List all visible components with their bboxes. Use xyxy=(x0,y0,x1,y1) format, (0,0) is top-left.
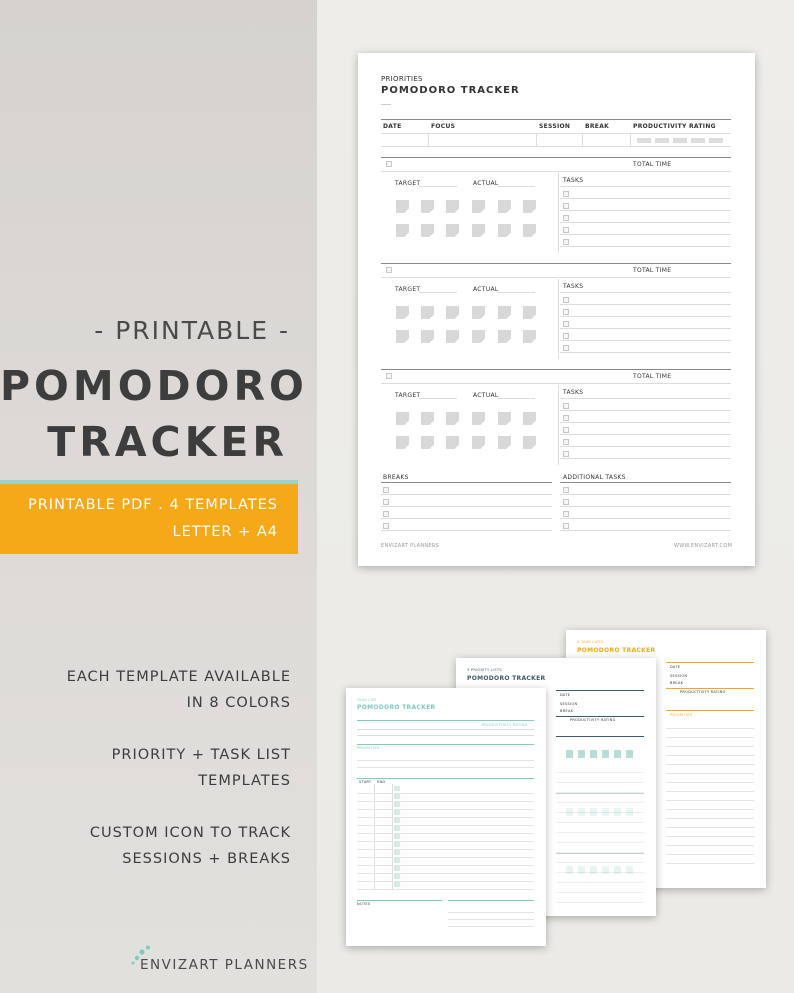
section-checkbox xyxy=(386,267,392,273)
pomodoro-box xyxy=(421,224,434,237)
tasks-label: TASKS xyxy=(563,177,584,184)
mini-middle-rule xyxy=(556,736,644,737)
task-checkbox xyxy=(563,333,569,339)
task-line xyxy=(560,234,731,235)
task-checkbox xyxy=(563,451,569,457)
section-line xyxy=(381,383,731,384)
task-line xyxy=(560,198,731,199)
brand-name: ENVIZART PLANNERS xyxy=(140,957,309,973)
task-line xyxy=(560,458,731,459)
section-checkbox xyxy=(386,373,392,379)
break-checkbox xyxy=(383,487,389,493)
task-line xyxy=(560,328,731,329)
pomodoro-box xyxy=(396,200,409,213)
mini-back-rule xyxy=(666,662,754,663)
total-time-label: TOTAL TIME xyxy=(633,161,672,168)
actual-label: ACTUAL xyxy=(473,180,499,187)
pomodoro-box xyxy=(498,200,511,213)
additional-tasks-label: ADDITIONAL TASKS xyxy=(563,474,626,481)
col-rating: PRODUCTIVITY RATING xyxy=(633,123,716,130)
pomodoro-box xyxy=(498,306,511,319)
pomodoro-box xyxy=(472,436,485,449)
col-session: SESSION xyxy=(539,123,571,130)
task-line xyxy=(560,246,731,247)
additional-tasks-rule xyxy=(560,482,731,483)
column-divider xyxy=(558,279,559,359)
task-line xyxy=(560,446,731,447)
main-template-sheet xyxy=(358,53,755,566)
task-checkbox xyxy=(563,227,569,233)
task-checkbox xyxy=(563,191,569,197)
mini-back-rating: PRODUCTIVITY RATING xyxy=(680,690,726,694)
column-divider xyxy=(558,173,559,253)
mini-middle-rule xyxy=(556,690,644,691)
break-line xyxy=(381,494,552,495)
banner-line-1: PRINTABLE PDF . 4 TEMPLATES xyxy=(27,497,278,513)
task-checkbox xyxy=(563,203,569,209)
task-checkbox xyxy=(563,439,569,445)
task-line xyxy=(560,304,731,305)
pomodoro-box xyxy=(446,436,459,449)
pomodoro-box xyxy=(446,224,459,237)
task-line xyxy=(560,222,731,223)
mini-front-rule xyxy=(357,900,442,901)
feature-icons-line-2: SESSIONS + BREAKS xyxy=(122,851,291,867)
target-label: TARGET xyxy=(395,180,421,187)
target-label: TARGET xyxy=(395,392,421,399)
additional-task-checkbox xyxy=(563,499,569,505)
title-line-2: TRACKER xyxy=(47,418,288,466)
task-line xyxy=(560,434,731,435)
actual-label: ACTUAL xyxy=(473,286,499,293)
mini-front-priorities: PRIORITIES xyxy=(357,746,380,750)
mini-middle-session: SESSION xyxy=(560,702,578,706)
pomodoro-box xyxy=(446,200,459,213)
additional-task-line xyxy=(560,518,731,519)
task-checkbox xyxy=(563,215,569,221)
task-checkbox xyxy=(563,309,569,315)
pomodoro-box xyxy=(498,330,511,343)
pomodoro-box xyxy=(523,436,536,449)
pomodoro-box xyxy=(421,200,434,213)
task-checkbox xyxy=(563,321,569,327)
header-divider xyxy=(536,133,537,146)
total-time-label: TOTAL TIME xyxy=(633,373,672,380)
task-line xyxy=(560,352,731,353)
banner-line-2: LETTER + A4 xyxy=(172,524,278,540)
mini-front-rule xyxy=(357,720,534,721)
section-rule xyxy=(381,369,731,370)
mini-sheet-task-list xyxy=(346,688,546,946)
sheet-subtitle: PRIORITIES xyxy=(381,75,423,83)
sheet-title: POMODORO TRACKER xyxy=(381,85,520,96)
target-line xyxy=(419,398,457,399)
pomodoro-box xyxy=(498,436,511,449)
break-line xyxy=(381,518,552,519)
target-line xyxy=(419,292,457,293)
break-checkbox xyxy=(383,523,389,529)
pomodoro-box xyxy=(498,224,511,237)
mini-back-lines xyxy=(666,720,754,870)
target-label: TARGET xyxy=(395,286,421,293)
pomodoro-box xyxy=(446,330,459,343)
pomodoro-box xyxy=(472,330,485,343)
task-line xyxy=(560,422,731,423)
task-line xyxy=(560,292,731,293)
pomodoro-box xyxy=(523,224,536,237)
mini-back-title: POMODORO TRACKER xyxy=(577,647,656,654)
mini-front-title: POMODORO TRACKER xyxy=(357,704,436,711)
mini-back-rule xyxy=(666,688,754,689)
feature-colors xyxy=(30,664,291,716)
task-line xyxy=(560,210,731,211)
feature-templates-line-1: PRIORITY + TASK LIST xyxy=(111,747,291,763)
feature-colors-line-1: EACH TEMPLATE AVAILABLE xyxy=(66,669,291,685)
rating-bar-icons xyxy=(637,138,725,143)
task-checkbox xyxy=(563,297,569,303)
task-checkbox xyxy=(563,415,569,421)
header-divider xyxy=(630,133,631,146)
pomodoro-box xyxy=(472,224,485,237)
additional-task-checkbox xyxy=(563,523,569,529)
break-line xyxy=(381,530,552,531)
title-line-1: POMODORO xyxy=(0,362,308,410)
pomodoro-box xyxy=(523,306,536,319)
section-line xyxy=(381,277,731,278)
pomodoro-box xyxy=(523,412,536,425)
task-line xyxy=(560,316,731,317)
pomodoro-box xyxy=(472,306,485,319)
breaks-rule xyxy=(381,482,552,483)
section-checkbox xyxy=(386,161,392,167)
task-line xyxy=(560,398,731,399)
total-time-label: TOTAL TIME xyxy=(633,267,672,274)
pomodoro-box xyxy=(396,330,409,343)
mini-front-rule xyxy=(357,744,534,745)
task-checkbox xyxy=(563,427,569,433)
printable-label: - PRINTABLE - xyxy=(94,316,290,345)
section-rule xyxy=(381,157,731,158)
pomodoro-box xyxy=(523,200,536,213)
mini-middle-lines xyxy=(556,763,644,903)
additional-task-line xyxy=(560,494,731,495)
target-line xyxy=(419,186,457,187)
actual-line xyxy=(497,186,535,187)
mini-front-end: END xyxy=(377,780,386,784)
additional-task-line xyxy=(560,506,731,507)
tasks-label: TASKS xyxy=(563,389,584,396)
feature-icons-line-1: CUSTOM ICON TO TRACK xyxy=(89,825,291,841)
task-line xyxy=(560,340,731,341)
mini-middle-boxes xyxy=(566,750,636,758)
pomodoro-box xyxy=(421,330,434,343)
mini-front-lines xyxy=(357,786,534,890)
mini-back-session: SESSION xyxy=(670,674,688,678)
mini-middle-subtitle: 3 PRIORITY LISTS xyxy=(467,668,502,672)
header-divider xyxy=(428,133,429,146)
pomodoro-box xyxy=(472,412,485,425)
mini-front-rule xyxy=(357,778,534,779)
actual-line xyxy=(497,292,535,293)
feature-templates-line-2: TEMPLATES xyxy=(198,773,291,789)
pomodoro-box xyxy=(396,306,409,319)
pomodoro-box xyxy=(396,436,409,449)
task-checkbox xyxy=(563,239,569,245)
header-rule xyxy=(381,119,731,120)
task-line xyxy=(560,186,731,187)
pomodoro-box xyxy=(446,306,459,319)
mini-front-rule xyxy=(448,900,534,901)
section-line xyxy=(381,171,731,172)
mini-back-break: BREAK xyxy=(670,681,684,685)
column-divider xyxy=(558,385,559,465)
pomodoro-box xyxy=(498,412,511,425)
mini-front-priority-lines xyxy=(357,754,534,774)
mini-middle-break: BREAK xyxy=(560,709,574,713)
pomodoro-box xyxy=(421,436,434,449)
breaks-label: BREAKS xyxy=(383,474,409,481)
break-checkbox xyxy=(383,499,389,505)
sheet-footer-brand: ENVIZART PLANNERS xyxy=(381,543,440,549)
actual-label: ACTUAL xyxy=(473,392,499,399)
header-divider xyxy=(582,133,583,146)
format-banner xyxy=(0,480,298,554)
additional-task-checkbox xyxy=(563,511,569,517)
pomodoro-box xyxy=(421,306,434,319)
additional-task-line xyxy=(560,530,731,531)
mini-front-start: START xyxy=(359,780,372,784)
pomodoro-box xyxy=(472,200,485,213)
task-line xyxy=(560,410,731,411)
mini-back-rule xyxy=(666,710,754,711)
mini-front-line xyxy=(357,735,534,736)
actual-line xyxy=(497,398,535,399)
additional-task-checkbox xyxy=(563,487,569,493)
pomodoro-box xyxy=(421,412,434,425)
pomodoro-box xyxy=(523,330,536,343)
mini-middle-date: DATE xyxy=(560,693,571,697)
pomodoro-box xyxy=(396,224,409,237)
feature-colors-line-2: IN 8 COLORS xyxy=(186,695,291,711)
mini-back-priorities: PRIORITIES xyxy=(670,713,693,717)
feature-icons xyxy=(30,820,291,872)
mini-front-notes: NOTES xyxy=(357,902,371,906)
break-line xyxy=(381,506,552,507)
section-rule xyxy=(381,263,731,264)
mini-middle-title: POMODORO TRACKER xyxy=(467,675,546,682)
sheet-footer-url: WWW.ENVIZART.COM xyxy=(674,543,733,549)
col-break: BREAK xyxy=(585,123,610,130)
col-date: DATE xyxy=(383,123,402,130)
pomodoro-box xyxy=(446,412,459,425)
pomodoro-box xyxy=(396,412,409,425)
feature-templates xyxy=(30,742,291,794)
task-checkbox xyxy=(563,403,569,409)
title-underline xyxy=(381,104,391,105)
mini-middle-rating: PRODUCTIVITY RATING xyxy=(570,718,616,722)
header-row-line xyxy=(381,133,731,134)
mini-front-bottom-lines xyxy=(448,906,534,930)
tasks-label: TASKS xyxy=(563,283,584,290)
mini-front-rating: PRODUCTIVITY RATING xyxy=(482,723,528,727)
mini-front-subtitle: TASK LIST xyxy=(357,698,377,702)
header-row-bottom xyxy=(381,146,731,147)
col-focus: FOCUS xyxy=(431,123,456,130)
mini-front-line xyxy=(357,729,534,730)
mini-back-subtitle: 5 TASK LISTS xyxy=(577,640,604,644)
mini-back-date: DATE xyxy=(670,665,681,669)
break-checkbox xyxy=(383,511,389,517)
mini-middle-rule xyxy=(556,716,644,717)
task-checkbox xyxy=(563,345,569,351)
